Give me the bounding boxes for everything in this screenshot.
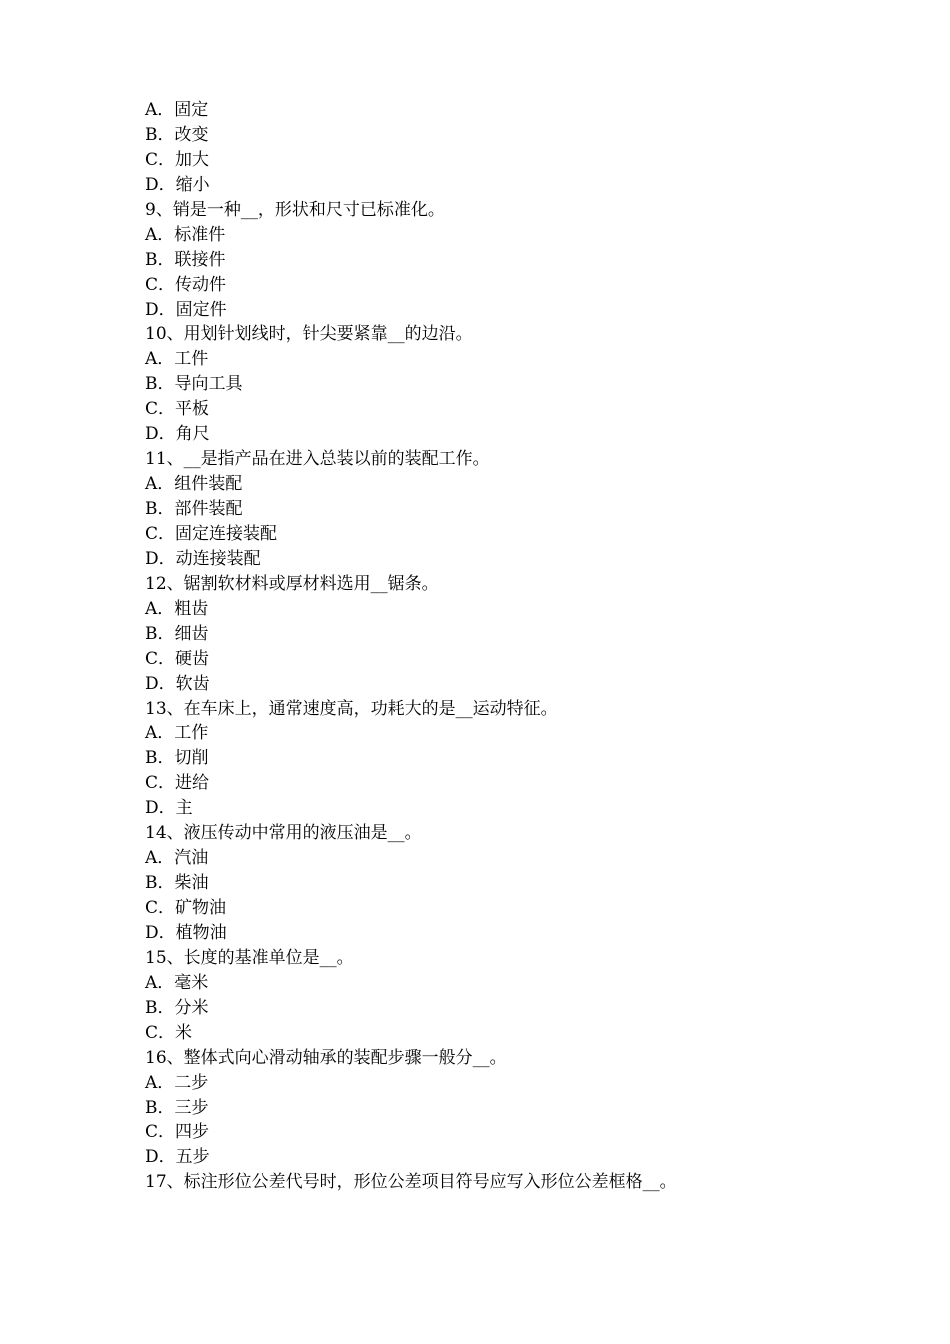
question-9 xyxy=(145,198,905,323)
question-12 xyxy=(145,572,905,697)
option-line: B．三步 xyxy=(145,1097,209,1118)
option-line: C．固定连接装配 xyxy=(145,523,278,544)
option-line: D．固定件 xyxy=(145,299,227,320)
option-line: C．硬齿 xyxy=(145,648,210,669)
option-line: C．加大 xyxy=(145,149,210,170)
question-15 xyxy=(145,946,905,1046)
question-stem: 14、液压传动中常用的液压油是__。 xyxy=(145,823,422,844)
question-stem: 9、销是一种__，形状和尺寸已标准化。 xyxy=(145,199,445,220)
option-line: B．细齿 xyxy=(145,623,209,644)
option-line: D．主 xyxy=(145,798,193,819)
option-line: C．四步 xyxy=(145,1122,210,1143)
option-line: B．导向工具 xyxy=(145,374,243,395)
option-line: C．矿物油 xyxy=(145,898,227,918)
option-line: B．联接件 xyxy=(145,249,226,270)
exam-page xyxy=(145,98,905,1195)
option-line: B．分米 xyxy=(145,997,209,1018)
option-line: B．改变 xyxy=(145,124,209,145)
question-stem: 11、__是指产品在进入总装以前的装配工作。 xyxy=(145,449,490,470)
question-stem: 16、整体式向心滑动轴承的装配步骤一般分__。 xyxy=(145,1047,507,1068)
question-17 xyxy=(145,1170,905,1195)
question-13 xyxy=(145,697,905,822)
option-line: C．进给 xyxy=(145,773,210,794)
question-stem: 17、标注形位公差代号时，形位公差项目符号应写入形位公差框格__。 xyxy=(145,1172,677,1193)
option-line: A．工件 xyxy=(145,349,209,370)
option-line: A．毫米 xyxy=(145,972,209,993)
option-line: D．缩小 xyxy=(145,174,210,195)
option-line: D．动连接装配 xyxy=(145,548,261,569)
question-11 xyxy=(145,447,905,572)
question-stem: 10、用划针划线时，针尖要紧靠__的边沿。 xyxy=(145,324,473,345)
option-line: A．标准件 xyxy=(145,224,226,245)
option-line: A．工作 xyxy=(145,723,209,744)
option-line: C．米 xyxy=(145,1022,193,1043)
option-line: D．角尺 xyxy=(145,424,210,445)
leading-options xyxy=(145,98,905,198)
option-line: B．切削 xyxy=(145,748,209,769)
option-line: D．植物油 xyxy=(145,922,227,943)
option-line: C．平板 xyxy=(145,399,210,420)
question-stem: 13、在车床上，通常速度高，功耗大的是__运动特征。 xyxy=(145,698,558,719)
question-14 xyxy=(145,821,905,946)
option-line: D．五步 xyxy=(145,1147,210,1168)
question-16 xyxy=(145,1046,905,1171)
question-stem: 12、锯割软材料或厚材料选用__锯条。 xyxy=(145,573,439,594)
option-line: A．汽油 xyxy=(145,848,209,869)
option-line: A．固定 xyxy=(145,100,209,120)
option-line: C．传动件 xyxy=(145,274,227,295)
option-line: A．二步 xyxy=(145,1072,209,1093)
question-10 xyxy=(145,322,905,447)
option-line: B．柴油 xyxy=(145,873,209,894)
option-line: A．粗齿 xyxy=(145,598,209,619)
option-line: A．组件装配 xyxy=(145,474,243,495)
question-stem: 15、长度的基准单位是__。 xyxy=(145,947,354,968)
option-line: B．部件装配 xyxy=(145,499,243,519)
option-line: D．软齿 xyxy=(145,673,210,694)
